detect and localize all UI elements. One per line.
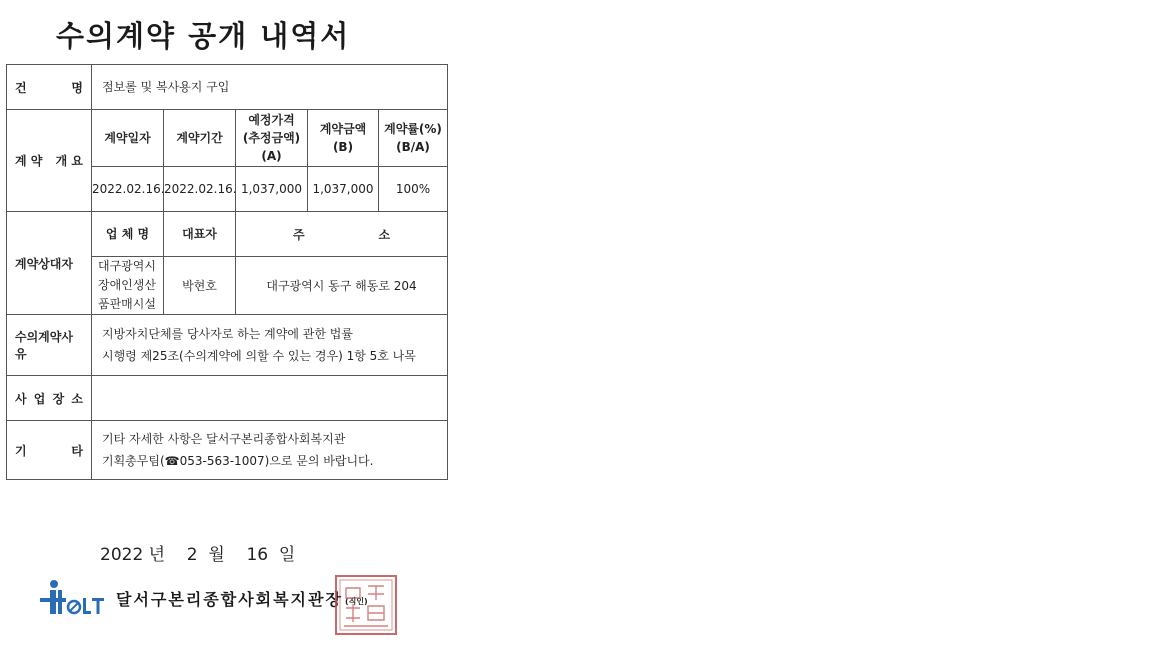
value-contract-amount: 1,037,000: [308, 167, 379, 212]
header-contract-period: 계약기간: [164, 110, 236, 167]
reason-value: 지방자치단체를 당사자로 하는 계약에 관한 법률 시행령 제25조(수의계약에 의할 수 있는 경우) 1항 5호 나목: [92, 315, 448, 376]
row-subject: [7, 65, 448, 110]
party-label: 계약상대자: [7, 212, 92, 315]
value-address: 대구광역시 동구 해동로 204: [236, 257, 448, 315]
document-title: 수의계약 공개 내역서: [56, 19, 351, 53]
header-contract-amount: 계약금액 (B): [308, 110, 379, 167]
holt-logo: [40, 578, 106, 618]
value-contract-date: 2022.02.16.: [92, 167, 164, 212]
value-contract-period: 2022.02.16.: [164, 167, 236, 212]
subject-value: 점보롤 및 복사용지 구입: [92, 65, 448, 110]
contract-table: [6, 64, 448, 480]
value-contract-rate: 100%: [379, 167, 448, 212]
header-contract-rate: 계약률(%) (B/A): [379, 110, 448, 167]
value-company: 대구광역시 장애인생산 품판매시설: [92, 257, 164, 315]
svg-text:HOLT: HOLT: [40, 582, 51, 587]
organization-name: 달서구본리종합사회복지관장: [116, 589, 343, 609]
signature-block: [40, 578, 368, 618]
row-reason: [7, 315, 448, 376]
overview-label: 계 약 개 요: [7, 110, 92, 212]
seal-mark: (직인): [344, 596, 368, 606]
value-ceo: 박현호: [164, 257, 236, 315]
row-overview-header: [7, 110, 448, 167]
subject-label: 건 명: [7, 65, 92, 110]
etc-label: 기 타: [7, 421, 92, 480]
header-ceo: 대표자: [164, 212, 236, 257]
reason-label: 수의계약사유: [7, 315, 92, 376]
document-date: 2022 년 2 월 16 일: [100, 545, 296, 565]
header-address: 주 소: [236, 212, 448, 257]
row-party-header: [7, 212, 448, 257]
header-contract-date: 계약일자: [92, 110, 164, 167]
place-label: 사 업 장 소: [7, 376, 92, 421]
official-seal-stamp: [334, 574, 398, 636]
etc-value: 기타 자세한 사항은 달서구본리종합사회복지관 기획총무팀(☎053-563-1007)으로 문의 바랍니다.: [92, 421, 448, 480]
row-place: [7, 376, 448, 421]
place-value: [92, 376, 448, 421]
value-estimated-price: 1,037,000: [236, 167, 308, 212]
header-estimated-price: 예정가격 (추정금액)(A): [236, 110, 308, 167]
row-etc: [7, 421, 448, 480]
header-company: 업 체 명: [92, 212, 164, 257]
